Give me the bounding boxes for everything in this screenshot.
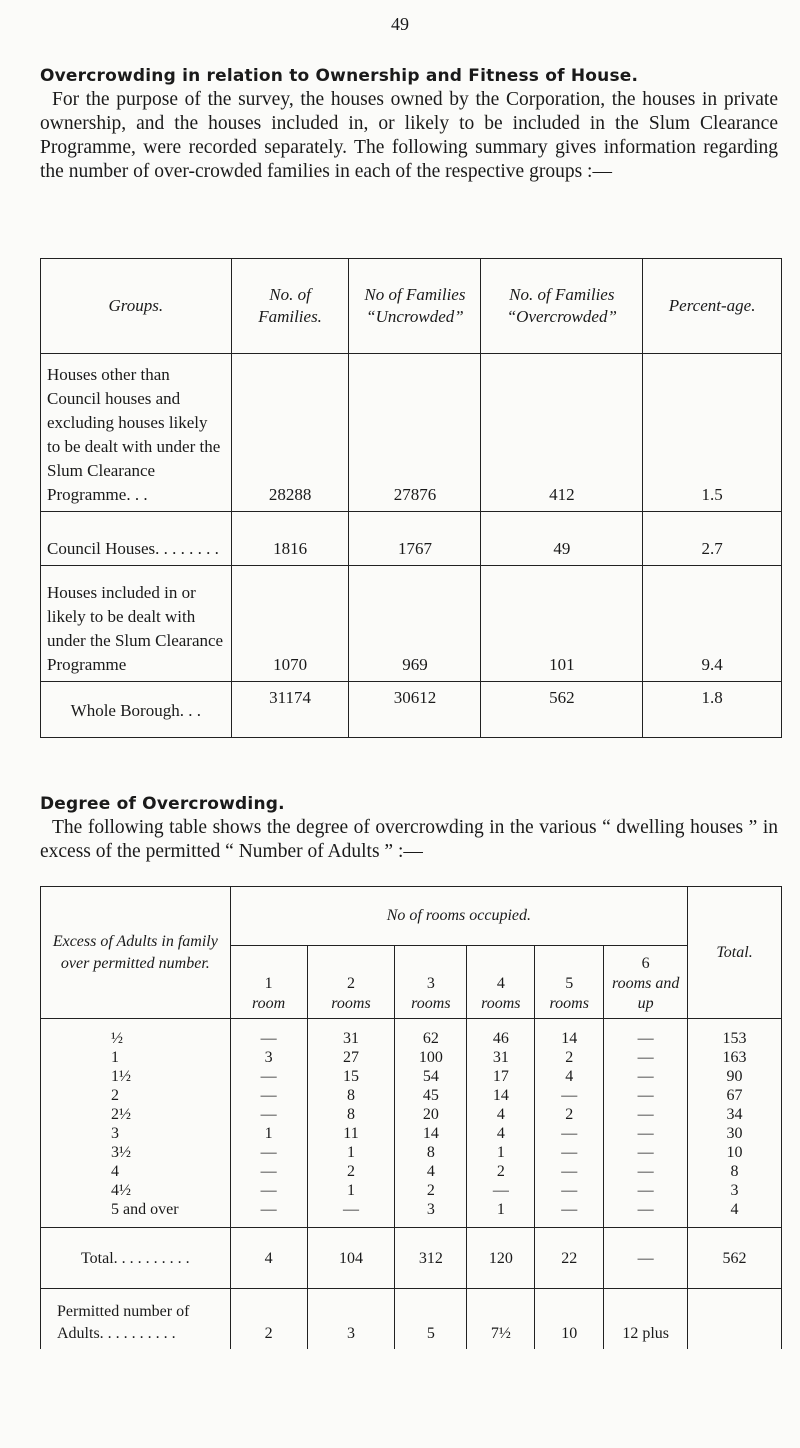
room-count-cell: — — [230, 1200, 307, 1228]
degree-paragraph: The following table shows the degree of overcrowding in the various “ dwelling houses ” in excess of the permitted “ Number of Adults ” :— — [40, 817, 778, 862]
permitted-label: Permitted number of Adults. . . . . . . . . . — [41, 1289, 231, 1350]
table-row — [41, 1162, 782, 1181]
room-count-cell: — — [230, 1086, 307, 1105]
row-total: 3 — [688, 1181, 782, 1200]
room-count-cell: 1 — [467, 1200, 535, 1228]
section-heading-degree: Degree of Overcrowding. — [40, 794, 285, 814]
room-count: 4 — [496, 975, 505, 992]
room-count-cell: — — [230, 1105, 307, 1124]
permitted-cell: 2 — [230, 1289, 307, 1350]
room-count-cell: 20 — [395, 1105, 467, 1124]
header-excess-adults: Excess of Adults in family over permitted number. — [41, 887, 231, 1019]
permitted-cell: 10 — [535, 1289, 604, 1350]
total-cell: 312 — [395, 1228, 467, 1289]
header-no-families: No. of Families. — [231, 259, 349, 354]
section-heading-ownership: Overcrowding in relation to Ownership and Fitness of House. — [40, 66, 639, 86]
room-count-cell: — — [604, 1181, 688, 1200]
room-count-cell: 2 — [535, 1048, 604, 1067]
room-count-cell: 8 — [395, 1143, 467, 1162]
excess-value: 4 — [41, 1162, 231, 1181]
excess-value: 3½ — [41, 1143, 231, 1162]
row-total: 67 — [688, 1086, 782, 1105]
room-count-cell: — — [230, 1143, 307, 1162]
room-count-cell: 14 — [395, 1124, 467, 1143]
header-rooms-occupied: No of rooms occupied. — [230, 887, 687, 946]
room-count-cell: 3 — [395, 1200, 467, 1228]
room-count-cell: 17 — [467, 1067, 535, 1086]
room-count-cell: 3 — [230, 1048, 307, 1067]
room-count-cell: — — [535, 1124, 604, 1143]
cell-uncrowded: 30612 — [349, 682, 481, 738]
excess-value: ½ — [41, 1019, 231, 1049]
header-2-rooms — [307, 946, 395, 1019]
page-number: 49 — [391, 14, 409, 34]
room-count: 1 — [264, 975, 273, 992]
room-count-cell: 1 — [467, 1143, 535, 1162]
room-label: rooms — [411, 995, 451, 1012]
table-row — [41, 1048, 782, 1067]
header-percentage: Percent-age. — [643, 259, 782, 354]
cell-families: 1070 — [231, 566, 349, 682]
header-3-rooms — [395, 946, 467, 1019]
row-total: 10 — [688, 1143, 782, 1162]
excess-value: 2½ — [41, 1105, 231, 1124]
table-row — [41, 566, 782, 682]
row-total: 4 — [688, 1200, 782, 1228]
excess-value: 2 — [41, 1086, 231, 1105]
room-count-cell: — — [535, 1162, 604, 1181]
room-count-cell: 8 — [307, 1105, 395, 1124]
room-label: rooms and up — [611, 975, 680, 1012]
room-label: room — [252, 995, 286, 1012]
room-count-cell: — — [535, 1200, 604, 1228]
total-label: Total. . . . . . . . . . — [41, 1228, 231, 1289]
total-cell: 22 — [535, 1228, 604, 1289]
room-count-cell: 8 — [307, 1086, 395, 1105]
room-count-cell: — — [535, 1181, 604, 1200]
room-count-cell: 4 — [467, 1124, 535, 1143]
total-cell: 562 — [688, 1228, 782, 1289]
header-groups: Groups. — [41, 259, 232, 354]
room-count-cell: — — [604, 1067, 688, 1086]
cell-families: 31174 — [231, 682, 349, 738]
permitted-cell: 12 plus — [604, 1289, 688, 1350]
group-label: Houses included in or likely to be dealt with under the Slum Clearance Programme — [41, 566, 232, 682]
ownership-paragraph: For the purpose of the survey, the houses owned by the Corporation, the houses in private ownership, and the houses included in, or likely to be included in the Slum Clearance Programme, were recorded separately. The following summary gives information regarding the number of over-crowded families in each of the respective groups :— — [40, 89, 778, 182]
room-count-cell: — — [467, 1181, 535, 1200]
room-count-cell: 14 — [467, 1086, 535, 1105]
table-row — [41, 1019, 782, 1049]
cell-uncrowded: 1767 — [349, 512, 481, 566]
table-row — [41, 1143, 782, 1162]
table-row — [41, 512, 782, 566]
degree-rows — [41, 1019, 782, 1228]
room-count-cell: — — [604, 1048, 688, 1067]
room-count-cell: — — [535, 1143, 604, 1162]
room-count: 3 — [426, 975, 435, 992]
room-count-cell: 100 — [395, 1048, 467, 1067]
room-count-cell: 4 — [535, 1067, 604, 1086]
row-total: 34 — [688, 1105, 782, 1124]
excess-value: 3 — [41, 1124, 231, 1143]
excess-value: 5 and over — [41, 1200, 231, 1228]
room-count: 6 — [641, 955, 650, 972]
header-5-rooms — [535, 946, 604, 1019]
room-label: rooms — [481, 995, 521, 1012]
total-cell: 104 — [307, 1228, 395, 1289]
total-row — [41, 1228, 782, 1289]
group-label: Council Houses. . . . . . . . — [41, 512, 232, 566]
room-count-cell: 31 — [307, 1019, 395, 1049]
room-count-cell: — — [604, 1019, 688, 1049]
room-count-cell: 15 — [307, 1067, 395, 1086]
room-count-cell: — — [230, 1162, 307, 1181]
table-row — [41, 1124, 782, 1143]
room-count-cell: 2 — [395, 1181, 467, 1200]
excess-value: 4½ — [41, 1181, 231, 1200]
table-row — [41, 354, 782, 512]
cell-percentage: 2.7 — [643, 512, 782, 566]
room-count-cell: 2 — [535, 1105, 604, 1124]
permitted-cell — [688, 1289, 782, 1350]
room-count-cell: — — [230, 1181, 307, 1200]
room-count-cell: 1 — [307, 1143, 395, 1162]
row-total: 90 — [688, 1067, 782, 1086]
total-cell: — — [604, 1228, 688, 1289]
cell-percentage: 1.8 — [643, 682, 782, 738]
cell-uncrowded: 27876 — [349, 354, 481, 512]
room-count-cell: 45 — [395, 1086, 467, 1105]
cell-families: 28288 — [231, 354, 349, 512]
room-count: 2 — [346, 975, 355, 992]
cell-percentage: 9.4 — [643, 566, 782, 682]
room-count-cell: 2 — [307, 1162, 395, 1181]
room-count-cell: — — [230, 1019, 307, 1049]
table-row — [41, 1086, 782, 1105]
room-label: rooms — [549, 995, 589, 1012]
header-uncrowded: No of Families “Uncrowded” — [349, 259, 481, 354]
table-row — [41, 1067, 782, 1086]
group-label: Houses other than Council houses and excluding houses likely to be dealt with under the Slum Clearance Programme. . . — [41, 354, 232, 512]
cell-overcrowded: 562 — [481, 682, 643, 738]
permitted-cell: 7½ — [467, 1289, 535, 1350]
table-row — [41, 1105, 782, 1124]
cell-percentage: 1.5 — [643, 354, 782, 512]
header-1-room — [230, 946, 307, 1019]
room-count: 5 — [565, 975, 574, 992]
row-total: 8 — [688, 1162, 782, 1181]
room-count-cell: 2 — [467, 1162, 535, 1181]
room-count-cell: 27 — [307, 1048, 395, 1067]
room-count-cell: — — [604, 1200, 688, 1228]
overcrowding-degree-table — [40, 886, 782, 1349]
cell-families: 1816 — [231, 512, 349, 566]
room-count-cell: 46 — [467, 1019, 535, 1049]
room-count-cell: 54 — [395, 1067, 467, 1086]
permitted-cell: 3 — [307, 1289, 395, 1350]
header-overcrowded: No. of Families “Overcrowded” — [481, 259, 643, 354]
cell-overcrowded: 412 — [481, 354, 643, 512]
room-count-cell: 4 — [467, 1105, 535, 1124]
room-count-cell: 4 — [395, 1162, 467, 1181]
room-count-cell: 14 — [535, 1019, 604, 1049]
excess-value: 1 — [41, 1048, 231, 1067]
table-row — [41, 1181, 782, 1200]
room-count-cell: — — [535, 1086, 604, 1105]
cell-overcrowded: 101 — [481, 566, 643, 682]
table-header-row — [41, 259, 782, 354]
ownership-summary-table — [40, 258, 782, 738]
room-count-cell: — — [604, 1086, 688, 1105]
header-6-rooms — [604, 946, 688, 1019]
cell-uncrowded: 969 — [349, 566, 481, 682]
table-header-row — [41, 887, 782, 946]
header-4-rooms — [467, 946, 535, 1019]
total-cell: 4 — [230, 1228, 307, 1289]
room-count-cell: — — [230, 1067, 307, 1086]
cell-overcrowded: 49 — [481, 512, 643, 566]
row-total: 153 — [688, 1019, 782, 1049]
table-row — [41, 1200, 782, 1228]
room-count-cell: — — [604, 1143, 688, 1162]
room-count-cell: — — [307, 1200, 395, 1228]
room-count-cell: — — [604, 1124, 688, 1143]
room-count-cell: 11 — [307, 1124, 395, 1143]
row-total: 163 — [688, 1048, 782, 1067]
row-total: 30 — [688, 1124, 782, 1143]
room-count-cell: — — [604, 1162, 688, 1181]
room-label: rooms — [331, 995, 371, 1012]
room-count-cell: 62 — [395, 1019, 467, 1049]
room-count-cell: 1 — [230, 1124, 307, 1143]
permitted-cell: 5 — [395, 1289, 467, 1350]
room-count-cell: 31 — [467, 1048, 535, 1067]
total-cell: 120 — [467, 1228, 535, 1289]
group-label: Whole Borough. . . — [41, 682, 232, 738]
room-count-cell: — — [604, 1105, 688, 1124]
table-row — [41, 682, 782, 738]
header-total: Total. — [688, 887, 782, 1019]
permitted-row — [41, 1289, 782, 1350]
excess-value: 1½ — [41, 1067, 231, 1086]
room-count-cell: 1 — [307, 1181, 395, 1200]
